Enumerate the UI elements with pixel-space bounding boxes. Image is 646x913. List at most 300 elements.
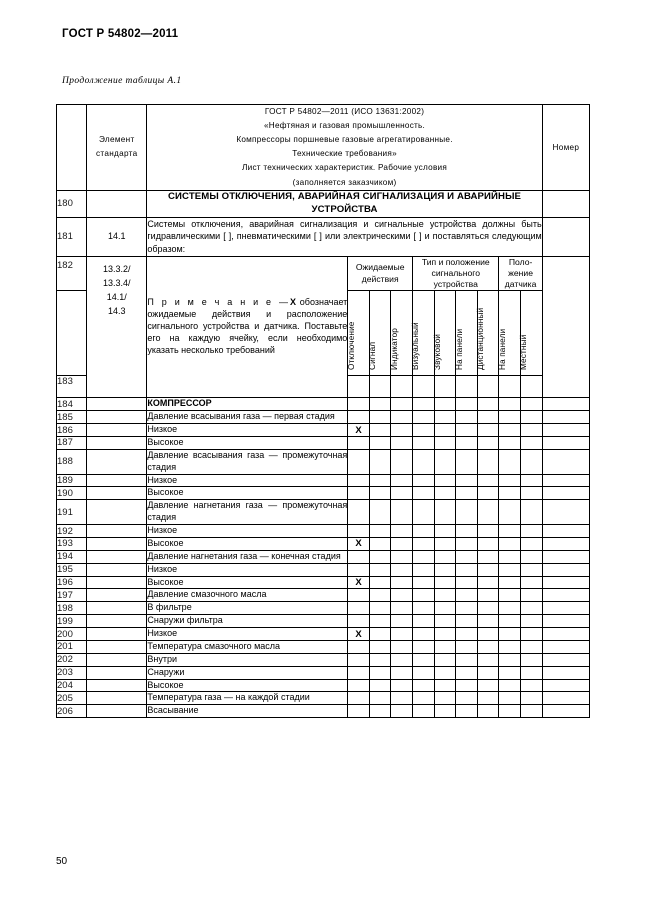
- mark-cell[interactable]: [499, 589, 521, 602]
- mark-cell[interactable]: X: [348, 576, 370, 589]
- mark-cell[interactable]: [434, 679, 456, 692]
- mark-cell[interactable]: [499, 474, 521, 487]
- rotated-header-on-panel-sensor: [499, 291, 521, 376]
- standard-code-header: ГОСТ Р 54802—2011: [62, 28, 179, 40]
- mark-cell[interactable]: [391, 537, 413, 550]
- mark-cell[interactable]: [348, 398, 370, 411]
- mark-cell[interactable]: [521, 653, 543, 666]
- mark-cell[interactable]: [521, 487, 543, 500]
- mark-cell[interactable]: [499, 692, 521, 705]
- row-element-cell: [87, 602, 147, 615]
- mark-cell[interactable]: [369, 398, 391, 411]
- mark-cell[interactable]: [477, 487, 499, 500]
- column-group-sensor-position: [499, 256, 542, 291]
- mark-cell[interactable]: [369, 692, 391, 705]
- mark-cell[interactable]: [477, 576, 499, 589]
- mark-cell[interactable]: [456, 411, 478, 424]
- mark-cell[interactable]: [369, 449, 391, 474]
- mark-cell[interactable]: [477, 537, 499, 550]
- header-title-line-4: Технические требования»: [292, 149, 397, 159]
- mark-cell[interactable]: [456, 640, 478, 653]
- mark-cell[interactable]: [391, 398, 413, 411]
- mark-cell[interactable]: [391, 692, 413, 705]
- mark-cell[interactable]: [413, 525, 435, 538]
- section-banner-line2: УСТРОЙСТВА: [311, 203, 378, 215]
- clause-number-cell: [542, 217, 589, 256]
- mark-cell[interactable]: [391, 628, 413, 641]
- mark-cell[interactable]: [348, 500, 370, 525]
- page-number: 50: [56, 856, 68, 867]
- mark-cell[interactable]: [521, 589, 543, 602]
- mark-cell[interactable]: [477, 640, 499, 653]
- rot-inner-0: [348, 292, 369, 370]
- mark-cell[interactable]: [499, 449, 521, 474]
- row-number-entry-cell[interactable]: [542, 500, 589, 525]
- mark-cell[interactable]: [391, 679, 413, 692]
- row-number-entry-cell[interactable]: [542, 628, 589, 641]
- mark-cell[interactable]: [499, 602, 521, 615]
- row-number-entry-cell[interactable]: [542, 640, 589, 653]
- table-continuation-caption: Продолжение таблицы А.1: [62, 76, 182, 86]
- mark-cell[interactable]: [521, 537, 543, 550]
- mark-cell[interactable]: [456, 398, 478, 411]
- mark-cell[interactable]: [499, 424, 521, 437]
- mark-cell[interactable]: [413, 692, 435, 705]
- rot-inner-1: [370, 292, 391, 370]
- mark-cell[interactable]: [499, 550, 521, 563]
- mark-cell[interactable]: [413, 550, 435, 563]
- mark-cell[interactable]: [369, 576, 391, 589]
- mark-cell[interactable]: [369, 589, 391, 602]
- mark-cell[interactable]: [413, 563, 435, 576]
- mark-cell[interactable]: [521, 474, 543, 487]
- mark-cell[interactable]: [499, 398, 521, 411]
- mark-cell[interactable]: [391, 487, 413, 500]
- mark-cell[interactable]: [521, 602, 543, 615]
- row-number: 202: [57, 653, 87, 666]
- mark-cell[interactable]: [369, 705, 391, 718]
- mark-cell[interactable]: [477, 589, 499, 602]
- mark-cell[interactable]: [413, 589, 435, 602]
- mark-cell[interactable]: [369, 537, 391, 550]
- mark-cell[interactable]: [391, 640, 413, 653]
- mark-cell[interactable]: [413, 679, 435, 692]
- mark-cell[interactable]: [477, 563, 499, 576]
- rotated-header-label-7: На панели: [497, 329, 507, 371]
- mark-cell[interactable]: [477, 666, 499, 679]
- row-number-entry-cell[interactable]: [542, 602, 589, 615]
- mark-cell[interactable]: [434, 705, 456, 718]
- mark-cell[interactable]: [413, 487, 435, 500]
- row-number-entry-cell[interactable]: [542, 398, 589, 411]
- rot-inner-8: [521, 292, 542, 370]
- mark-cell[interactable]: [391, 550, 413, 563]
- mark-cell[interactable]: [477, 436, 499, 449]
- mark-cell[interactable]: [499, 640, 521, 653]
- mark-cell[interactable]: [477, 679, 499, 692]
- section-banner-element-cell: [87, 190, 147, 217]
- row-number-entry-cell[interactable]: [542, 424, 589, 437]
- mark-cell[interactable]: [499, 563, 521, 576]
- row-number-entry-cell[interactable]: [542, 679, 589, 692]
- row-element-cell: [87, 615, 147, 628]
- mark-cell[interactable]: [348, 411, 370, 424]
- mark-cell[interactable]: [434, 537, 456, 550]
- mark-cell[interactable]: [413, 615, 435, 628]
- mark-cell[interactable]: [391, 602, 413, 615]
- mark-cell[interactable]: [499, 411, 521, 424]
- mark-cell[interactable]: [456, 563, 478, 576]
- mark-cell[interactable]: [521, 398, 543, 411]
- group-signal-line1: Тип и положение: [421, 256, 490, 267]
- mark-cell[interactable]: X: [348, 628, 370, 641]
- mark-cell[interactable]: [413, 474, 435, 487]
- rownum-spacer: [57, 105, 87, 191]
- mark-cell[interactable]: [391, 474, 413, 487]
- mark-cell[interactable]: [369, 640, 391, 653]
- mark-cell[interactable]: [369, 653, 391, 666]
- row-label: Снаружи: [147, 666, 348, 679]
- mark-cell[interactable]: [369, 436, 391, 449]
- mark-cell[interactable]: [348, 705, 370, 718]
- mark-cell[interactable]: [521, 436, 543, 449]
- table-row: [57, 500, 590, 525]
- mark-cell[interactable]: [434, 550, 456, 563]
- mark-cell[interactable]: [369, 666, 391, 679]
- row-element-cell: [87, 589, 147, 602]
- mark-cell[interactable]: [369, 550, 391, 563]
- mark-cell[interactable]: [369, 679, 391, 692]
- table-row: [57, 666, 590, 679]
- mark-cell[interactable]: [456, 474, 478, 487]
- mark-cell[interactable]: X: [348, 537, 370, 550]
- mark-cell[interactable]: X: [348, 424, 370, 437]
- group-expected-line1: Ожидаемые: [355, 262, 405, 273]
- mark-cell[interactable]: [391, 525, 413, 538]
- table-row: [57, 411, 590, 424]
- row-label: Низкое: [147, 424, 348, 437]
- row-number-entry-cell[interactable]: [542, 436, 589, 449]
- mark-cell[interactable]: [456, 692, 478, 705]
- row-number: 189: [57, 474, 87, 487]
- mark-cell[interactable]: [413, 640, 435, 653]
- table-row: [57, 705, 590, 718]
- mark-cell[interactable]: [391, 576, 413, 589]
- mark-cell[interactable]: [477, 449, 499, 474]
- row-element-cell: [87, 411, 147, 424]
- mark-cell[interactable]: [499, 436, 521, 449]
- mark-cell[interactable]: [477, 615, 499, 628]
- mark-cell[interactable]: [521, 705, 543, 718]
- row-label: Высокое: [147, 576, 348, 589]
- mark-cell[interactable]: [348, 589, 370, 602]
- row-element-cell: [87, 436, 147, 449]
- mark-cell[interactable]: [521, 679, 543, 692]
- mark-cell[interactable]: [391, 615, 413, 628]
- mark-cell[interactable]: [499, 500, 521, 525]
- row-element-cell: [87, 550, 147, 563]
- mark-cell[interactable]: [413, 653, 435, 666]
- mark-cell[interactable]: [499, 653, 521, 666]
- mark-cell[interactable]: [434, 692, 456, 705]
- mark-cell[interactable]: [348, 679, 370, 692]
- mark-cell[interactable]: [348, 436, 370, 449]
- row-number-entry-cell[interactable]: [542, 474, 589, 487]
- mark-cell[interactable]: [413, 537, 435, 550]
- mark-cell[interactable]: [369, 602, 391, 615]
- mark-cell[interactable]: [391, 424, 413, 437]
- mark-cell[interactable]: [499, 615, 521, 628]
- mark-cell[interactable]: [477, 398, 499, 411]
- mark-cell[interactable]: [413, 576, 435, 589]
- mark-cell[interactable]: [477, 628, 499, 641]
- row-number: 201: [57, 640, 87, 653]
- row-number-entry-cell[interactable]: [542, 615, 589, 628]
- mark-cell[interactable]: [369, 615, 391, 628]
- row-number-entry-cell[interactable]: [542, 589, 589, 602]
- mark-cell[interactable]: [413, 500, 435, 525]
- mark-cell[interactable]: [369, 411, 391, 424]
- header-title-line-1: ГОСТ Р 54802—2011 (ИСО 13631:2002): [264, 107, 425, 116]
- mark-cell[interactable]: [434, 589, 456, 602]
- mark-cell[interactable]: [477, 705, 499, 718]
- mark-cell[interactable]: [413, 398, 435, 411]
- mark-cell[interactable]: [413, 602, 435, 615]
- mark-cell[interactable]: [521, 563, 543, 576]
- row-number-entry-cell[interactable]: [542, 487, 589, 500]
- mark-cell[interactable]: [499, 576, 521, 589]
- mark-cell[interactable]: [521, 411, 543, 424]
- mark-cell[interactable]: [348, 615, 370, 628]
- spacer-cell-183-4: [434, 376, 456, 398]
- mark-cell[interactable]: [434, 449, 456, 474]
- mark-cell[interactable]: [499, 679, 521, 692]
- mark-cell[interactable]: [434, 436, 456, 449]
- mark-cell[interactable]: [499, 525, 521, 538]
- table-row: [57, 398, 590, 411]
- mark-cell[interactable]: [348, 550, 370, 563]
- mark-cell[interactable]: [369, 424, 391, 437]
- mark-cell[interactable]: [348, 653, 370, 666]
- row-label: КОМПРЕССОР: [147, 398, 348, 411]
- mark-cell[interactable]: [456, 653, 478, 666]
- mark-cell[interactable]: [391, 563, 413, 576]
- mark-cell[interactable]: [369, 474, 391, 487]
- mark-cell[interactable]: [434, 615, 456, 628]
- header-title-line-3: Компрессоры поршневые газовые агрегатированные.: [236, 135, 453, 145]
- table-row: [57, 679, 590, 692]
- mark-cell[interactable]: [521, 640, 543, 653]
- row-label: Низкое: [147, 474, 348, 487]
- mark-cell[interactable]: [499, 537, 521, 550]
- table-row: [57, 615, 590, 628]
- row-number: 198: [57, 602, 87, 615]
- mark-cell[interactable]: [456, 550, 478, 563]
- row-element-cell: [87, 398, 147, 411]
- mark-cell[interactable]: [391, 500, 413, 525]
- specification-table: [56, 104, 590, 718]
- mark-cell[interactable]: [369, 628, 391, 641]
- note-text-cell: [147, 256, 348, 398]
- mark-cell[interactable]: [456, 615, 478, 628]
- row-number-entry-cell[interactable]: [542, 653, 589, 666]
- mark-cell[interactable]: [456, 500, 478, 525]
- mark-cell[interactable]: [456, 628, 478, 641]
- mark-cell[interactable]: [456, 679, 478, 692]
- mark-cell[interactable]: [391, 436, 413, 449]
- mark-cell[interactable]: [521, 500, 543, 525]
- mark-cell[interactable]: [348, 487, 370, 500]
- row-element-cell: [87, 424, 147, 437]
- row-number: 200: [57, 628, 87, 641]
- mark-cell[interactable]: [413, 436, 435, 449]
- mark-cell[interactable]: [434, 525, 456, 538]
- row-number: 195: [57, 563, 87, 576]
- table-row: [57, 589, 590, 602]
- mark-cell[interactable]: [477, 474, 499, 487]
- mark-cell[interactable]: [434, 653, 456, 666]
- mark-cell[interactable]: [521, 615, 543, 628]
- mark-cell[interactable]: [456, 525, 478, 538]
- mark-cell[interactable]: [456, 705, 478, 718]
- row-label: Давление всасывания газа — первая стадия: [147, 411, 348, 424]
- note-lead-label: П р и м е ч а н и е —: [147, 297, 291, 308]
- mark-cell[interactable]: [434, 474, 456, 487]
- table-row: [57, 487, 590, 500]
- mark-cell[interactable]: [413, 666, 435, 679]
- row-number-entry-cell[interactable]: [542, 525, 589, 538]
- mark-cell[interactable]: [434, 563, 456, 576]
- mark-cell[interactable]: [477, 424, 499, 437]
- row-number-entry-cell[interactable]: [542, 692, 589, 705]
- mark-cell[interactable]: [348, 563, 370, 576]
- mark-cell[interactable]: [477, 525, 499, 538]
- mark-cell[interactable]: [413, 705, 435, 718]
- row-label: В фильтре: [147, 602, 348, 615]
- mark-cell[interactable]: [456, 576, 478, 589]
- mark-cell[interactable]: [477, 692, 499, 705]
- mark-cell[interactable]: [477, 653, 499, 666]
- mark-cell[interactable]: [391, 653, 413, 666]
- mark-cell[interactable]: [348, 692, 370, 705]
- mark-cell[interactable]: [391, 705, 413, 718]
- mark-cell[interactable]: [456, 537, 478, 550]
- mark-cell[interactable]: [499, 705, 521, 718]
- header-element-line1: Элемент: [99, 135, 135, 145]
- mark-cell[interactable]: [391, 666, 413, 679]
- mark-cell[interactable]: [413, 628, 435, 641]
- mark-cell[interactable]: [499, 666, 521, 679]
- mark-cell[interactable]: [434, 576, 456, 589]
- row-number-entry-cell[interactable]: [542, 550, 589, 563]
- mark-cell[interactable]: [434, 666, 456, 679]
- row-number: 193: [57, 537, 87, 550]
- mark-cell[interactable]: [434, 398, 456, 411]
- mark-cell[interactable]: [369, 525, 391, 538]
- mark-cell[interactable]: [434, 628, 456, 641]
- row-number-entry-cell[interactable]: [542, 563, 589, 576]
- mark-cell[interactable]: [521, 525, 543, 538]
- mark-cell[interactable]: [477, 550, 499, 563]
- mark-cell[interactable]: [521, 692, 543, 705]
- mark-cell[interactable]: [456, 424, 478, 437]
- mark-cell[interactable]: [434, 424, 456, 437]
- rot-inner-4: [432, 292, 456, 371]
- mark-cell[interactable]: [391, 411, 413, 424]
- mark-cell[interactable]: [391, 449, 413, 474]
- mark-cell[interactable]: [456, 589, 478, 602]
- section-banner-row: [57, 190, 590, 217]
- mark-cell[interactable]: [434, 487, 456, 500]
- mark-cell[interactable]: [477, 602, 499, 615]
- row-number-entry-cell[interactable]: [542, 449, 589, 474]
- clause-element-14-1: 14.1: [87, 217, 147, 256]
- mark-cell[interactable]: [521, 424, 543, 437]
- row-number-entry-cell[interactable]: [542, 537, 589, 550]
- mark-cell[interactable]: [434, 500, 456, 525]
- mark-cell[interactable]: [413, 424, 435, 437]
- mark-cell[interactable]: [456, 487, 478, 500]
- mark-cell[interactable]: [369, 487, 391, 500]
- mark-cell[interactable]: [348, 525, 370, 538]
- mark-cell[interactable]: [348, 666, 370, 679]
- mark-cell[interactable]: [369, 500, 391, 525]
- mark-cell[interactable]: [521, 550, 543, 563]
- row-number-entry-cell[interactable]: [542, 576, 589, 589]
- mark-cell[interactable]: [434, 602, 456, 615]
- mark-cell[interactable]: [434, 411, 456, 424]
- table-row: [57, 692, 590, 705]
- row-number: 185: [57, 411, 87, 424]
- table-body: [57, 105, 590, 718]
- mark-cell[interactable]: [499, 487, 521, 500]
- mark-cell[interactable]: [456, 666, 478, 679]
- mark-cell[interactable]: [391, 589, 413, 602]
- clause-text-141: Системы отключения, аварийная сигнализация и сигнальные устройства должны быть гидравлическими [ ], пневматическими [ ] или электрическими [ ] и поставляться следующим образом:: [147, 217, 542, 256]
- mark-cell[interactable]: [477, 411, 499, 424]
- mark-cell[interactable]: [369, 563, 391, 576]
- mark-cell[interactable]: [456, 436, 478, 449]
- mark-cell[interactable]: [434, 640, 456, 653]
- mark-cell[interactable]: [456, 449, 478, 474]
- row-number-entry-cell[interactable]: [542, 411, 589, 424]
- row-element-cell: [87, 666, 147, 679]
- mark-cell[interactable]: [521, 666, 543, 679]
- mark-cell[interactable]: [348, 602, 370, 615]
- mark-cell[interactable]: [499, 628, 521, 641]
- spacer-cell-183-7: [499, 376, 521, 398]
- row-element-cell: [87, 500, 147, 525]
- mark-cell[interactable]: [521, 576, 543, 589]
- rot-inner-3: [413, 292, 434, 370]
- row-number-entry-cell[interactable]: [542, 666, 589, 679]
- row-number-183: 183: [57, 376, 87, 398]
- row-number-entry-cell[interactable]: [542, 705, 589, 718]
- mark-cell[interactable]: [521, 449, 543, 474]
- mark-cell[interactable]: [413, 411, 435, 424]
- mark-cell[interactable]: [521, 628, 543, 641]
- mark-cell[interactable]: [348, 449, 370, 474]
- header-element-column: [87, 105, 147, 191]
- rotated-header-label-1: Сигнал: [368, 342, 378, 371]
- mark-cell[interactable]: [348, 640, 370, 653]
- mark-cell[interactable]: [456, 602, 478, 615]
- mark-cell[interactable]: [477, 500, 499, 525]
- mark-cell[interactable]: [413, 449, 435, 474]
- row-label: Давление нагнетания газа — промежуточная стадия: [147, 500, 348, 525]
- mark-cell[interactable]: [348, 474, 370, 487]
- row-label: Давление нагнетания газа — конечная стадия: [147, 550, 348, 563]
